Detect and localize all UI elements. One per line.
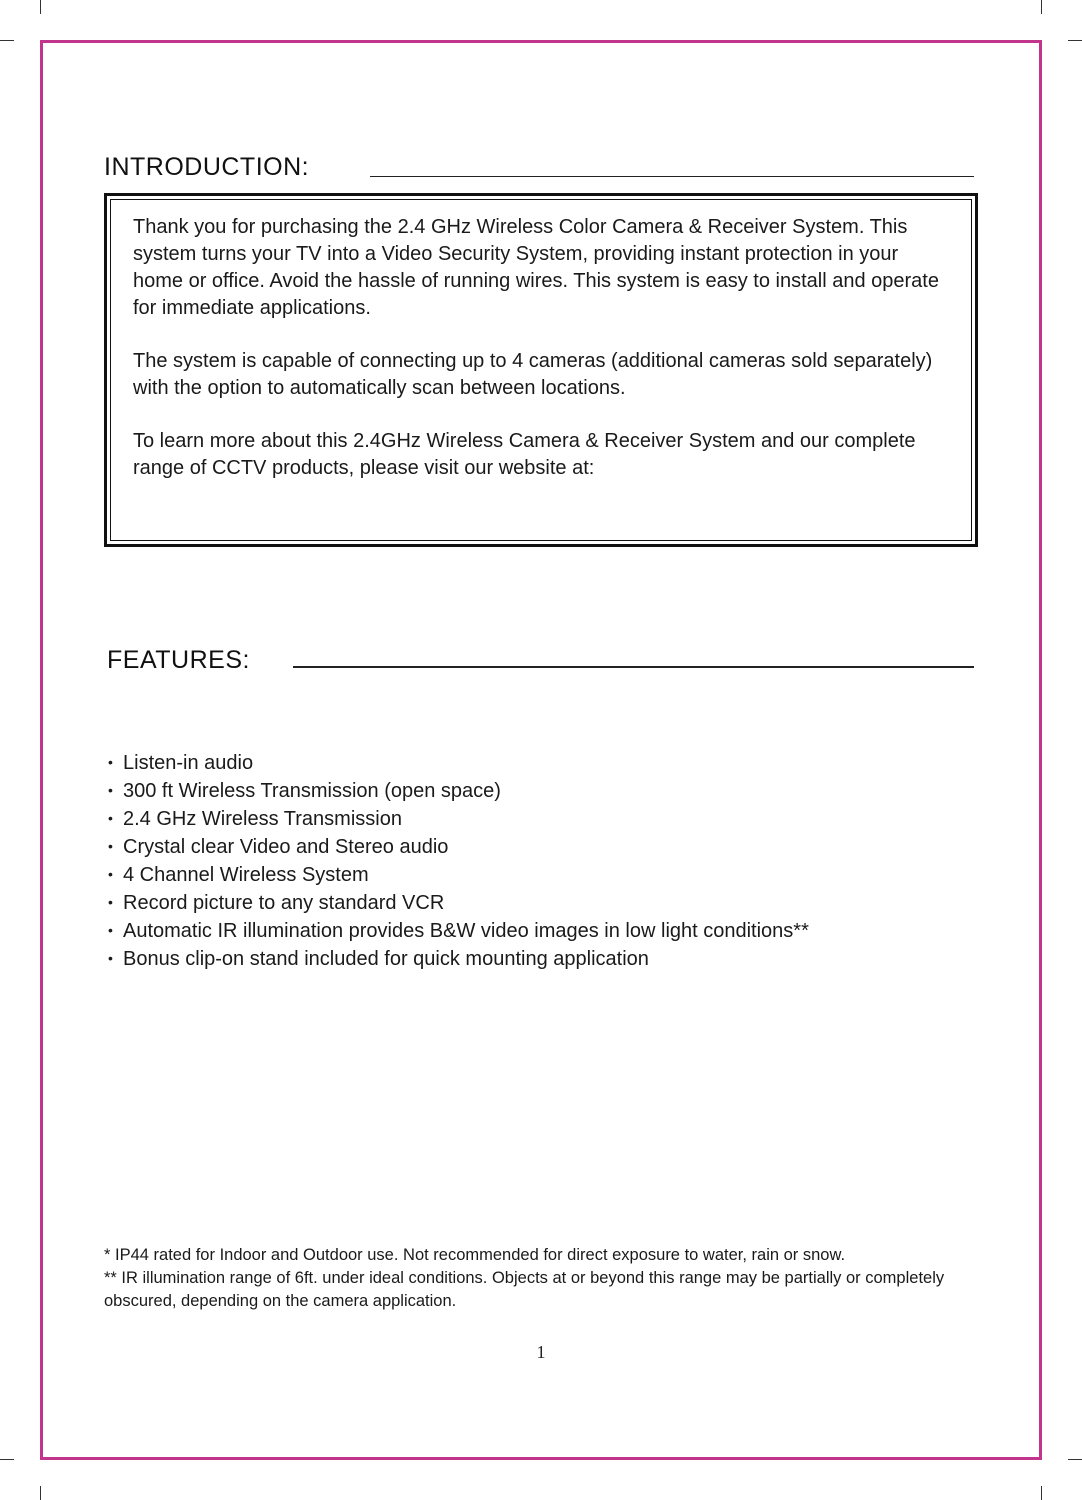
crop-mark-top-right-h — [1068, 40, 1082, 41]
crop-mark-top-left-h — [0, 40, 14, 41]
feature-item — [108, 945, 809, 973]
feature-item — [108, 833, 809, 861]
bullet-icon: • — [108, 894, 113, 910]
introduction-paragraph-1: Thank you for purchasing the 2.4 GHz Wireless Color Camera & Receiver System. This system turns your TV into a Video Security System, providing instant protection in your home or office. Avoid the hassle of running wires. This system is easy to install and operate for immediate applications. — [133, 216, 939, 319]
crop-mark-top-right-v — [1041, 0, 1042, 14]
feature-text: 2.4 GHz Wireless Transmission — [123, 808, 402, 830]
introduction-box — [104, 193, 978, 547]
footnote-ip44: * IP44 rated for Indoor and Outdoor use. Not recommended for direct exposure to water, rain or snow. — [104, 1246, 846, 1264]
bullet-icon: • — [108, 922, 113, 938]
introduction-paragraph-3: To learn more about this 2.4GHz Wireless Camera & Receiver System and our complete range of CCTV products, please visit our website at: — [133, 430, 916, 479]
introduction-paragraph-2: The system is capable of connecting up to 4 cameras (additional cameras sold separately) with the option to automatically scan between locations. — [133, 350, 933, 399]
introduction-box-inner — [110, 199, 972, 541]
footnote-ir-range: ** IR illumination range of 6ft. under ideal conditions. Objects at or beyond this range may be partially or completely obscured, depending on the camera application. — [104, 1269, 945, 1310]
feature-text: Listen-in audio — [123, 752, 254, 774]
feature-text: Crystal clear Video and Stereo audio — [123, 836, 449, 858]
bullet-icon: • — [108, 866, 113, 882]
feature-item — [108, 777, 809, 805]
bullet-icon: • — [108, 838, 113, 854]
crop-mark-bottom-right-v — [1041, 1486, 1042, 1500]
feature-text: Bonus clip-on stand included for quick mounting application — [123, 948, 649, 970]
feature-item — [108, 805, 809, 833]
feature-item — [108, 889, 809, 917]
crop-mark-bottom-left-v — [40, 1486, 41, 1500]
crop-mark-top-left-v — [40, 0, 41, 14]
features-heading: FEATURES: — [107, 646, 250, 674]
introduction-heading-rule — [370, 176, 974, 177]
feature-item — [108, 861, 809, 889]
features-heading-rule — [293, 666, 974, 668]
bullet-icon: • — [108, 754, 113, 770]
feature-text: 4 Channel Wireless System — [123, 864, 369, 886]
page-number: 1 — [536, 1342, 546, 1362]
feature-text: 300 ft Wireless Transmission (open space) — [123, 780, 501, 802]
feature-text: Record picture to any standard VCR — [123, 892, 445, 914]
bullet-icon: • — [108, 810, 113, 826]
crop-mark-bottom-right-h — [1068, 1459, 1082, 1460]
feature-text: Automatic IR illumination provides B&W video images in low light conditions** — [123, 920, 809, 942]
introduction-heading: INTRODUCTION: — [104, 153, 310, 181]
feature-item — [108, 917, 809, 945]
bullet-icon: • — [108, 950, 113, 966]
crop-mark-bottom-left-h — [0, 1459, 14, 1460]
footnotes — [104, 1244, 974, 1313]
feature-item — [108, 749, 809, 777]
bullet-icon: • — [108, 782, 113, 798]
features-list — [108, 749, 809, 973]
